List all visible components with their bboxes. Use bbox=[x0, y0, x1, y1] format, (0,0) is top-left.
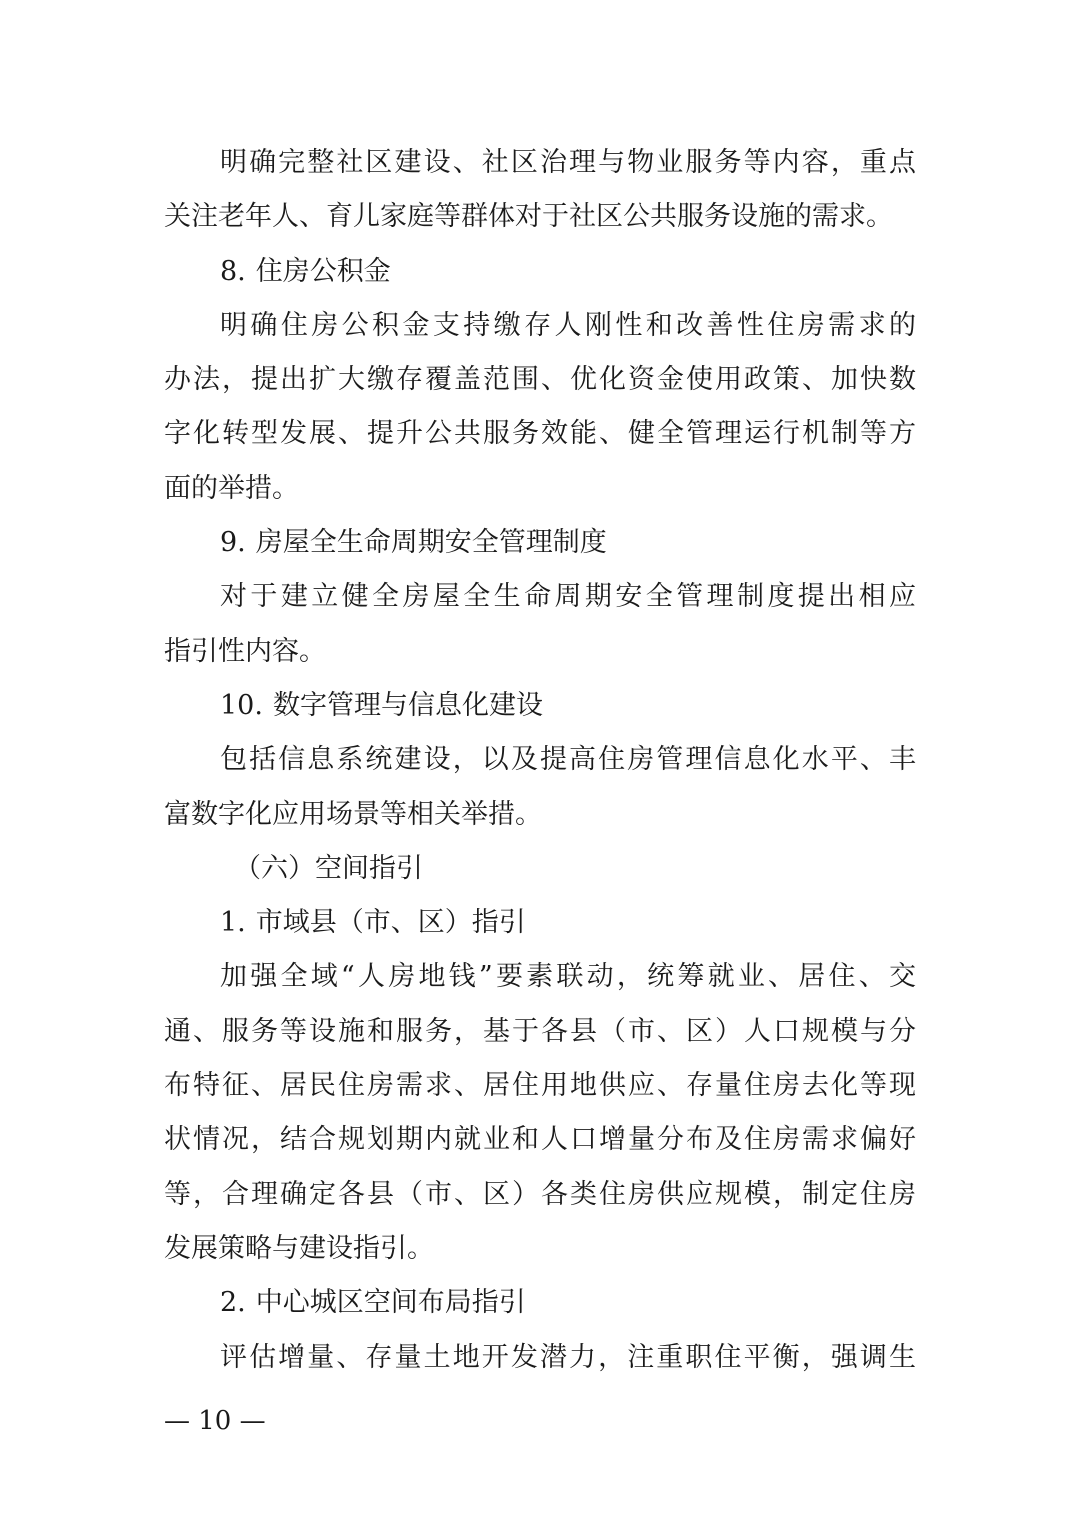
paragraph-line: 加强全域“人房地钱”要素联动，统筹就业、居住、交 bbox=[220, 961, 916, 993]
paragraph-line: 字化转型发展、提升公共服务效能、健全管理运行机制等方 bbox=[164, 418, 916, 450]
section-heading-spatial-guidance: （六）空间指引 bbox=[234, 852, 423, 884]
heading-title: 住房公积金 bbox=[255, 255, 391, 287]
paragraph-line: 布特征、居民住房需求、居住用地供应、存量住房去化等现 bbox=[164, 1070, 916, 1102]
paragraph-line: 包括信息系统建设，以及提高住房管理信息化水平、丰 bbox=[220, 744, 916, 776]
heading-title: 房屋全生命周期安全管理制度 bbox=[255, 527, 607, 559]
paragraph-line: 等，合理确定各县（市、区）各类住房供应规模，制定住房 bbox=[164, 1178, 916, 1210]
heading-central-city-layout bbox=[164, 1276, 916, 1330]
paragraph-line: 对于建立健全房屋全生命周期安全管理制度提出相应 bbox=[220, 581, 916, 613]
heading-county-guidance bbox=[164, 896, 916, 950]
paragraph-line: 富数字化应用场景等相关举措。 bbox=[164, 798, 542, 830]
heading-number: 10. bbox=[220, 689, 263, 721]
paragraph-line: 明确住房公积金支持缴存人刚性和改善性住房需求的 bbox=[220, 309, 916, 341]
paragraph-line: 评估增量、存量土地开发潜力，注重职住平衡，强调生 bbox=[220, 1341, 916, 1373]
heading-number: 8. bbox=[220, 255, 246, 287]
heading-title: 中心城区空间布局指引 bbox=[255, 1287, 526, 1319]
paragraph-line: 状情况，结合规划期内就业和人口增量分布及住房需求偏好 bbox=[164, 1124, 916, 1156]
page-number: — 10 — bbox=[164, 1406, 266, 1436]
paragraph-line: 面的举措。 bbox=[164, 472, 299, 504]
heading-housing-safety-management bbox=[164, 516, 916, 570]
heading-number: 9. bbox=[220, 527, 246, 559]
paragraph-line: 通、服务等设施和服务，基于各县（市、区）人口规模与分 bbox=[164, 1015, 916, 1047]
heading-housing-provident-fund bbox=[164, 245, 916, 299]
paragraph-line: 指引性内容。 bbox=[164, 635, 326, 667]
paragraph-line: 明确完整社区建设、社区治理与物业服务等内容，重点 bbox=[220, 147, 916, 178]
document-body bbox=[164, 136, 916, 1385]
heading-digital-management bbox=[164, 679, 916, 733]
paragraph-line: 关注老年人、育儿家庭等群体对于社区公共服务设施的需求。 bbox=[164, 201, 893, 233]
heading-title: 数字管理与信息化建设 bbox=[272, 689, 543, 721]
paragraph-line: 办法，提出扩大缴存覆盖范围、优化资金使用政策、加快数 bbox=[164, 364, 916, 396]
heading-title: 市域县（市、区）指引 bbox=[255, 907, 526, 939]
heading-number: 1. bbox=[220, 907, 246, 939]
paragraph-line: 发展策略与建设指引。 bbox=[164, 1232, 434, 1264]
heading-number: 2. bbox=[220, 1287, 246, 1319]
